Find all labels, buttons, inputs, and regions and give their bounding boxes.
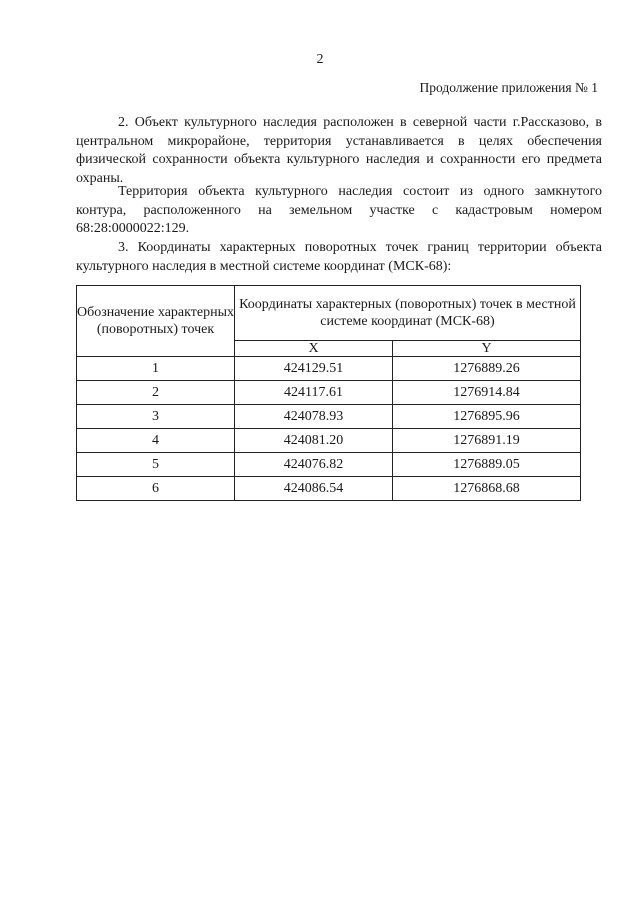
page-number: 2 [316, 52, 324, 67]
cell-y: 1276914.84 [393, 381, 581, 405]
cell-point: 5 [77, 453, 235, 477]
header-coordinates: Координаты характерных (поворотных) точек в местной системе координат (МСК-68) [235, 286, 581, 341]
cell-point: 3 [77, 405, 235, 429]
paragraph-text: 2. Объект культурного наследия расположен в северной части г.Рассказово, в центральном микрорайоне, территория устанавливается в целях обеспечения физической сохранности объекта культурного наследия и сохранности его предмета охраны. [76, 115, 602, 186]
cell-x: 424081.20 [235, 429, 393, 453]
cell-y: 1276889.05 [393, 453, 581, 477]
table-row [77, 381, 581, 405]
cell-y: 1276868.68 [393, 477, 581, 501]
appendix-continuation-label: Продолжение приложения № 1 [419, 80, 598, 95]
cell-y: 1276889.26 [393, 357, 581, 381]
coordinates-table [76, 285, 581, 501]
paragraph-territory-contour [76, 183, 602, 239]
cell-x: 424078.93 [235, 405, 393, 429]
cell-x: 424076.82 [235, 453, 393, 477]
cell-point: 4 [77, 429, 235, 453]
cell-point: 2 [77, 381, 235, 405]
table-row [77, 477, 581, 501]
cell-y: 1276891.19 [393, 429, 581, 453]
cell-point: 6 [77, 477, 235, 501]
cell-x: 424086.54 [235, 477, 393, 501]
table-header-row [77, 286, 581, 341]
table-row [77, 453, 581, 477]
table-row [77, 405, 581, 429]
cell-point: 1 [77, 357, 235, 381]
paragraph-object-location [76, 114, 602, 188]
cell-x: 424129.51 [235, 357, 393, 381]
paragraph-coordinates-intro [76, 239, 602, 276]
header-x: X [235, 341, 393, 357]
table-row [77, 429, 581, 453]
table-row [77, 357, 581, 381]
cell-y: 1276895.96 [393, 405, 581, 429]
cell-x: 424117.61 [235, 381, 393, 405]
paragraph-text: Территория объекта культурного наследия состоит из одного замкнутого контура, расположенного на земельном участке с кадастровым номером 68:28:0000022:129. [76, 184, 602, 237]
paragraph-text: 3. Координаты характерных поворотных точек границ территории объекта культурного наследия в местной системе координат (МСК-68): [76, 240, 602, 274]
header-points: Обозначение характерных (поворотных) точек [77, 286, 235, 357]
header-y: Y [393, 341, 581, 357]
